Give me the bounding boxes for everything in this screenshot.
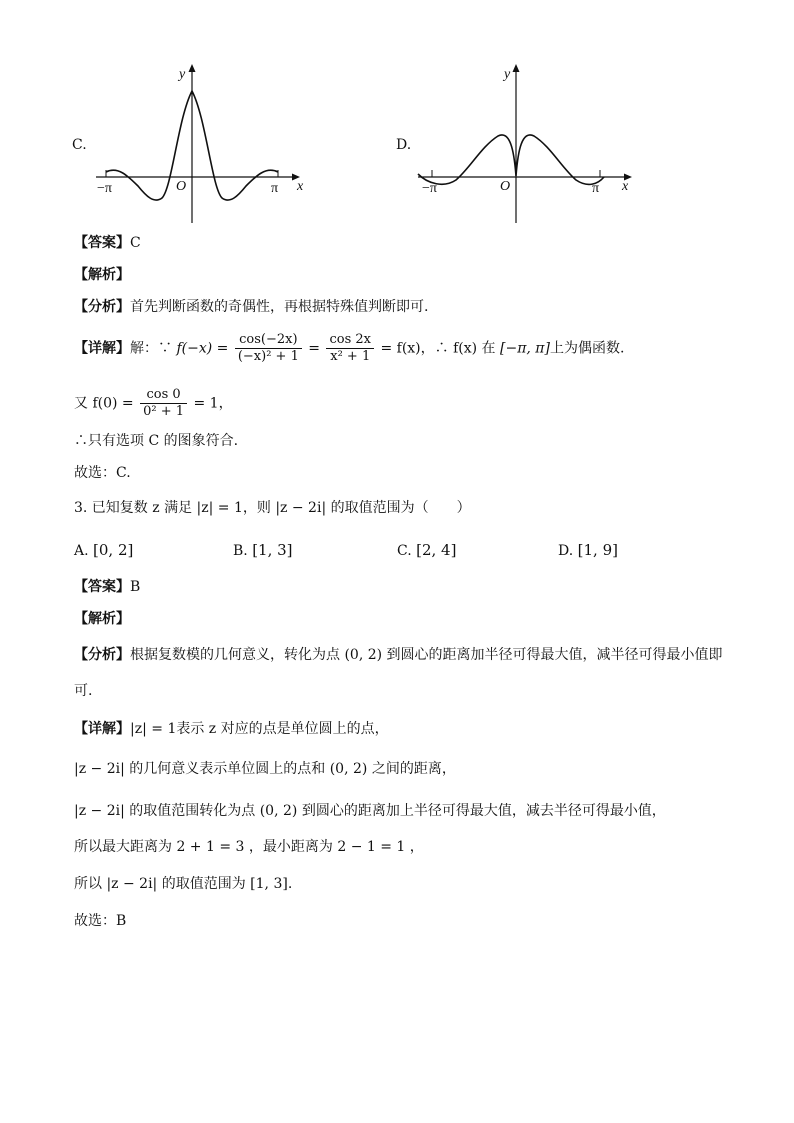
graph-d-neg-pi: −π [422, 181, 437, 196]
q2-detail-rhs: = f(x)，∴ f(x) 在 [380, 340, 496, 357]
q2-frac3-den: 0² + 1 [143, 404, 185, 419]
q3-answer-value: B [130, 579, 141, 595]
q3-option-b [233, 541, 293, 560]
q2-fenxi-label: 【分析】 [74, 299, 130, 315]
q2-answer [74, 234, 141, 252]
q3-option-b-letter: B. [233, 543, 248, 559]
q3-detail-line2: |z − 2i| 的几何意义表示单位圆上的点和 (0, 2) 之间的距离， [74, 761, 456, 777]
graph-d-pi: π [592, 181, 600, 196]
q3-answer-label: 【答案】 [74, 579, 130, 595]
q2-detail-prefix: 解：∵ [130, 340, 172, 357]
q2-detail-suffix: 上为偶函数. [549, 340, 625, 357]
graph-d-origin: O [500, 179, 511, 194]
q2-detail-line1 [74, 332, 624, 365]
q3-detail-line5: 所以 |z − 2i| 的取值范围为 [1, 3]. [74, 876, 293, 892]
q3-option-a [74, 541, 133, 560]
q2-line2-prefix: 又 f(0) = [74, 395, 134, 412]
q3-detail-line3: |z − 2i| 的取值范围转化为点 (0, 2) 到圆心的距离加上半径可得最大值，减去半径可得最小值， [74, 803, 666, 819]
option-d-label: D. [396, 137, 412, 153]
q2-line2-suffix: = 1， [193, 395, 233, 412]
option-c-label: C. [72, 137, 87, 153]
q3-option-d-letter: D. [558, 543, 574, 559]
q2-detail-line3: ∴只有选项 C 的图象符合. [74, 433, 239, 449]
q3-fenxi [74, 646, 723, 664]
q2-fraction-2 [326, 332, 374, 365]
q2-fraction-3 [140, 387, 187, 420]
graph-c-origin: O [176, 179, 187, 194]
q3-fenxi-label: 【分析】 [74, 647, 130, 663]
q3-option-d-value: [1, 9] [577, 541, 618, 559]
graph-c-pi: π [271, 181, 279, 196]
q2-answer-label: 【答案】 [74, 235, 130, 251]
q2-frac1-den: (−x)² + 1 [237, 349, 299, 364]
q3-detail-line6: 故选：B [74, 913, 127, 929]
q3-fenxi-text2: 可. [74, 683, 93, 699]
q3-analysis-label: 【解析】 [74, 611, 130, 627]
q3-answer [74, 578, 140, 596]
graph-c-y-label: y [179, 67, 186, 82]
q3-option-c [397, 541, 456, 560]
q3-option-a-letter: A. [74, 543, 89, 559]
q2-fenxi [74, 298, 428, 316]
q2-answer-value: C [130, 235, 141, 251]
q3-option-a-value: [0, 2] [93, 541, 134, 559]
graph-d-y-arrow [513, 64, 520, 72]
graph-d [414, 58, 644, 223]
q2-frac3-num: cos 0 [140, 387, 187, 404]
q3-detail-label: 【详解】 [74, 721, 130, 737]
q2-fenxi-text: 首先判断函数的奇偶性，再根据特殊值判断即可. [130, 299, 429, 315]
q2-detail-line2 [74, 387, 233, 420]
q3-option-c-value: [2, 4] [416, 541, 457, 559]
graph-c-y-arrow [189, 64, 196, 72]
q2-eq: = [308, 340, 321, 357]
q2-fraction-1 [235, 332, 302, 365]
q3-detail-text1: |z| = 1表示 z 对应的点是单位圆上的点， [130, 721, 389, 737]
graph-c-x-label: x [297, 179, 304, 194]
q3-option-c-letter: C. [397, 543, 412, 559]
q3-option-b-value: [1, 3] [252, 541, 293, 559]
graph-c-neg-pi: −π [97, 181, 112, 196]
q3-detail-line1 [74, 720, 389, 738]
q3-detail-line4: 所以最大距离为 2 + 1 = 3 ，最小距离为 2 − 1 = 1 ， [74, 839, 424, 855]
q3-fenxi-text1: 根据复数模的几何意义，转化为点 (0, 2) 到圆心的距离加半径可得最大值，减半径可得最小值即 [130, 647, 723, 663]
graph-d-x-label: x [622, 179, 629, 194]
q2-analysis-label: 【解析】 [74, 267, 130, 283]
q2-interval: [−π, π] [500, 340, 550, 357]
q2-frac2-num: cos 2x [326, 332, 374, 349]
q3-option-d [558, 541, 618, 560]
q2-f-negx: f(−x) = [176, 340, 229, 357]
graph-c [88, 58, 318, 223]
q2-detail-line4: 故选：C. [74, 465, 131, 481]
q3-stem: 3. 已知复数 z 满足 |z| = 1，则 |z − 2i| 的取值范围为（ ） [74, 500, 471, 516]
q2-frac1-num: cos(−2x) [235, 332, 302, 349]
q2-detail-label: 【详解】 [74, 340, 130, 357]
q2-frac2-den: x² + 1 [330, 349, 371, 364]
graph-d-y-label: y [504, 67, 511, 82]
